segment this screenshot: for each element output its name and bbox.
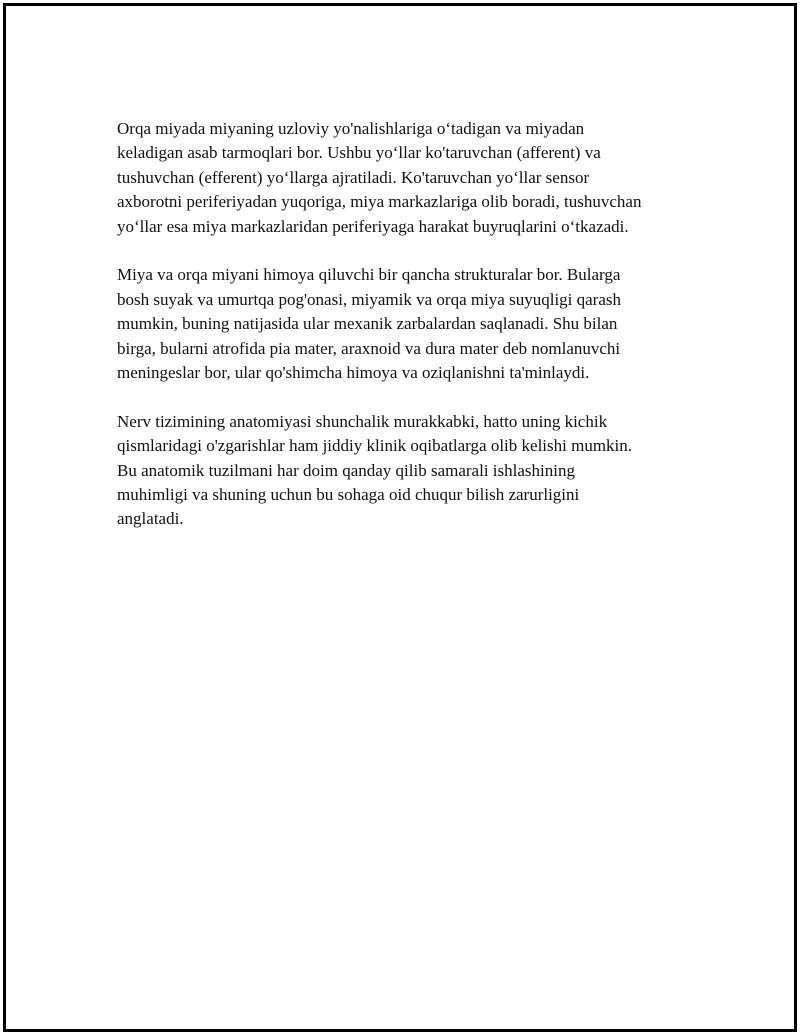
document-body [117, 117, 717, 556]
paragraph-1: Orqa miyada miyaning uzloviy yo'nalishlariga o‘tadigan va miyadan keladigan asab tarmoqlari bor. Ushbu yo‘llar ko'taruvchan (afferent) va tushuvchan (efferent) yo‘llarga ajratiladi. Ko'taruvchan yo‘llar sensor axborotni periferiyadan yuqoriga, miya markazlariga olib boradi, tushuvchan yo‘llar esa miya markazlaridan periferiyaga harakat buyruqlarini o‘tkazadi. [117, 119, 642, 236]
paragraph-2: Miya va orqa miyani himoya qiluvchi bir qancha strukturalar bor. Bularga bosh suyak va umurtqa pog'onasi, miyamik va orqa miya suyuqligi qarash mumkin, buning natijasida ular mexanik zarbalardan saqlanadi. Shu bilan birga, bularni atrofida pia mater, araxnoid va dura mater deb nomlanuvchi meningeslar bor, ular qo'shimcha himoya va oziqlanishni ta'minlaydi. [117, 265, 622, 383]
paragraph-3: Nerv tizimining anatomiyasi shunchalik murakkabki, hatto uning kichik qismlaridagi o'zgarishlar ham jiddiy klinik oqibatlarga olib kelishi mumkin. Bu anatomik tuzilmani har doim qanday qilib samarali ishlashining muhimligi va shuning uchun bu sohaga oid chuqur bilish zarurligini anglatadi. [117, 411, 633, 529]
